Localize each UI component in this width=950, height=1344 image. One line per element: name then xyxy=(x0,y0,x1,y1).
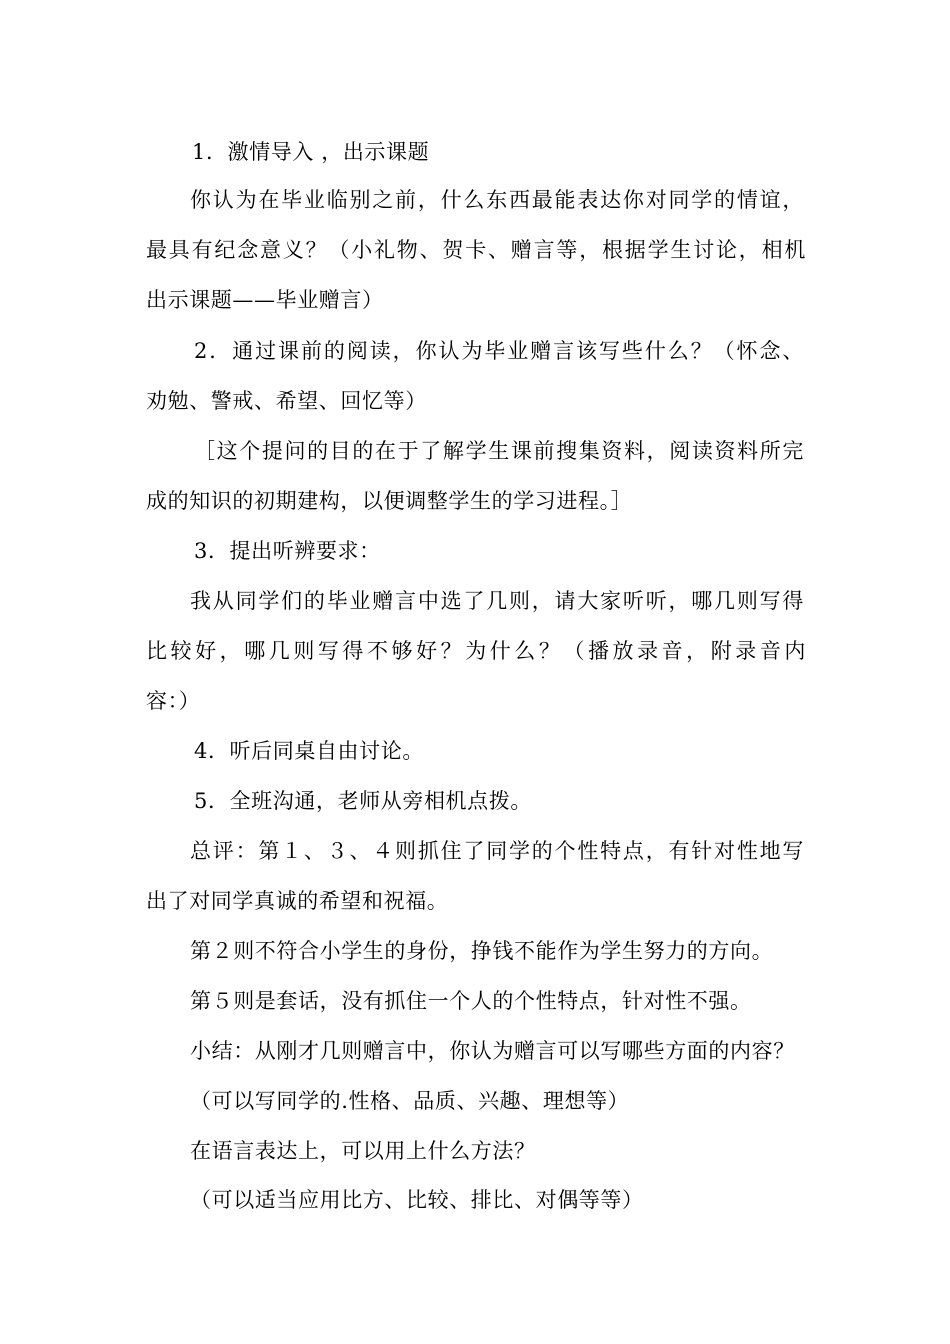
paragraph-line: 出示课题——毕业赠言） xyxy=(146,288,384,312)
paragraph-line: （可以写同学的.性格、品质、兴趣、理想等） xyxy=(190,1089,630,1113)
paragraph-line: 比较好，哪几则写得不够好？为什么？（播放录音，附录音内 xyxy=(146,639,806,663)
paragraph-line: （可以适当应用比方、比较、排比、对偶等等） xyxy=(190,1188,644,1212)
bracket-note-line: 成的知识的初期建构，以便调整学生的学习进程。］ xyxy=(146,489,633,513)
paragraph-line: 第２则不符合小学生的身份，挣钱不能作为学生努力的方向。 xyxy=(190,939,774,963)
paragraph-line: 你认为在毕业临别之前，什么东西最能表达你对同学的情谊， xyxy=(190,188,804,212)
paragraph-line: 劝勉、警戒、希望、回忆等） xyxy=(146,389,427,413)
heading-2-question: 2．通过课前的阅读，你认为毕业赠言该写些什么？（怀念、 xyxy=(194,339,804,363)
summary-line: 总评：第１、３、４则抓住了同学的个性特点，有针对性地写 xyxy=(190,839,804,863)
paragraph-line: 我从同学们的毕业赠言中选了几则，请大家听听，哪几则写得 xyxy=(190,589,804,613)
paragraph-line: 第５则是套话，没有抓住一个人的个性特点，针对性不强。 xyxy=(190,989,752,1013)
conclusion-line: 小结：从刚才几则赠言中，你认为赠言可以写哪些方面的内容？ xyxy=(190,1039,795,1063)
heading-3-listening: 3．提出听辨要求： xyxy=(194,539,381,563)
bracket-note-line: ［这个提问的目的在于了解学生课前搜集资料，阅读资料所完 xyxy=(194,439,804,463)
heading-4-discussion: 4．听后同桌自由讨论。 xyxy=(194,739,424,763)
summary-line: 出了对同学真诚的希望和祝福。 xyxy=(146,889,449,913)
paragraph-line: 容：） xyxy=(146,689,201,713)
heading-1-intro: 1．激情导入 ，出示课题 xyxy=(192,140,430,164)
paragraph-line: 最具有纪念意义？（小礼物、贺卡、赠言等，根据学生讨论，相机 xyxy=(146,238,806,262)
paragraph-line: 在语言表达上，可以用上什么方法？ xyxy=(190,1139,536,1163)
heading-5-class: 5．全班沟通，老师从旁相机点拨。 xyxy=(194,789,532,813)
